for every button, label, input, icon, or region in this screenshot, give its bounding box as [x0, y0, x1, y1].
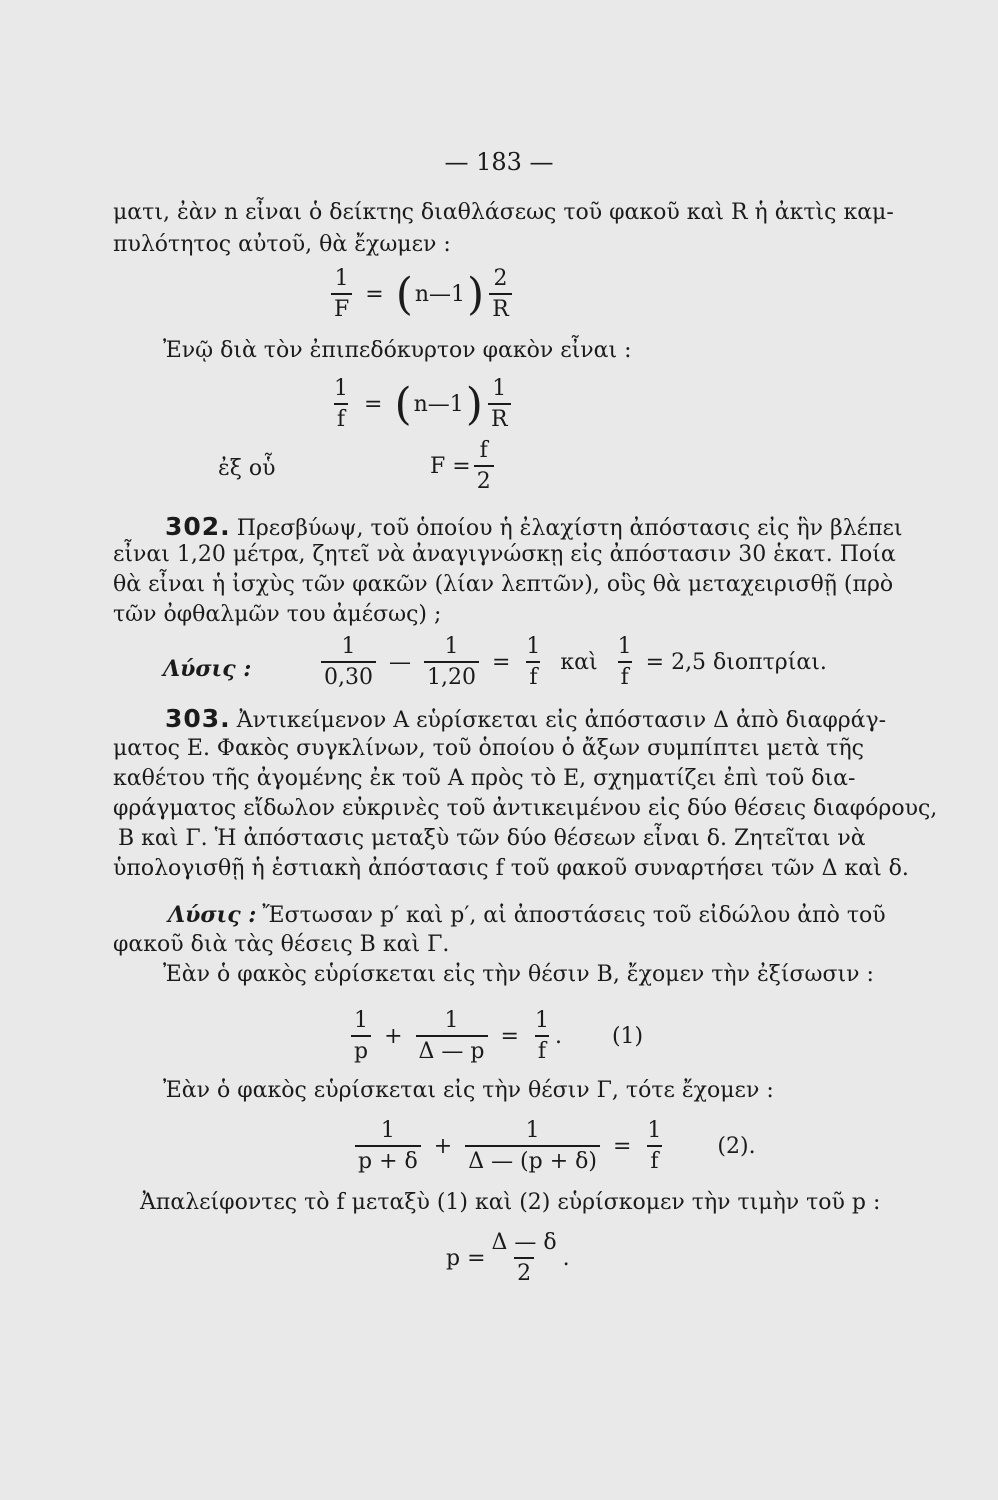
term: p = — [446, 1246, 486, 1271]
fraction — [465, 1120, 600, 1173]
text-span: καθέτου τῆς ἀγομένης ἐκ τοῦ Α πρὸς τὸ Ε, σχηματίζει ἐπὶ τοῦ δια- — [113, 766, 856, 791]
lysis-label: Λύσις : — [168, 902, 257, 928]
text-line: Ἐὰν ὁ φακὸς εὑρίσκεται εἰς τὴν θέσιν Β, ἔχομεν τὴν ἐξίσωσιν : — [163, 962, 874, 987]
equation-label: (2). — [717, 1134, 756, 1159]
result-value: = 2,5 διοπτρίαι. — [645, 650, 827, 675]
numerator: 1 — [334, 376, 348, 401]
text-span — [165, 706, 886, 732]
fraction — [474, 440, 494, 493]
denominator: Δ — (p + δ) — [465, 1145, 600, 1173]
text-span: ματι, ἐὰν n εἶναι ὁ δείκτης διαθλάσεως τοῦ φακοῦ καὶ R ἡ ἀκτὶς καμ- — [113, 200, 894, 225]
equation-diopters — [318, 636, 827, 689]
text-span — [165, 514, 903, 540]
text-line: ἐξ οὗ — [218, 456, 276, 481]
fraction — [331, 378, 351, 431]
equation-result — [446, 1232, 570, 1285]
fraction — [331, 268, 352, 321]
text-line — [113, 736, 864, 761]
text-line — [140, 1190, 881, 1215]
text-line: Ἐὰν ὁ φακὸς εὑρίσκεται εἰς τὴν θέσιν Γ, τότε ἔχομεν : — [163, 1078, 774, 1103]
problem-number: 303. — [165, 704, 231, 733]
numerator: 1 — [526, 634, 541, 659]
plus-sign: + — [433, 1134, 453, 1159]
numerator: 1 — [534, 1008, 549, 1033]
solution-label — [163, 658, 257, 681]
denominator: f — [647, 1145, 661, 1173]
problem-number: 302. — [165, 512, 231, 541]
numerator: 1 — [444, 1008, 459, 1033]
period: . — [562, 1246, 570, 1271]
denominator: p + δ — [355, 1145, 421, 1173]
equals-sign: = — [491, 650, 511, 675]
text-span: Β καὶ Γ. Ἡ ἀπόστασις μεταξὺ τῶν δύο θέσεων εἶναι δ. Ζητεῖται νὰ — [118, 826, 866, 851]
minus-sign: — — [388, 650, 411, 675]
fraction — [321, 636, 376, 689]
fraction — [532, 1010, 552, 1063]
equation-lensmaker — [328, 268, 515, 321]
conjunction: καὶ — [560, 650, 598, 675]
text-line: φακοῦ διὰ τὰς θέσεις Β καὶ Γ. — [113, 932, 450, 957]
denominator: f — [618, 661, 632, 689]
fraction — [523, 636, 543, 689]
equation-label: (1) — [611, 1024, 644, 1049]
left-paren: ( — [394, 378, 412, 430]
text-line — [113, 856, 909, 881]
fraction — [615, 636, 635, 689]
equation-1 — [348, 1010, 643, 1063]
denominator: 2 — [514, 1257, 534, 1285]
text-line — [165, 704, 887, 733]
denominator: R — [489, 293, 512, 321]
numerator: 1 — [492, 376, 507, 401]
text-span: εἶναι 1,20 μέτρα, ζητεῖ νὰ ἀναγιγνώσκῃ εἰς ἀπόστασιν 30 ἑκατ. Ποία — [113, 542, 896, 567]
equals-sign: = — [364, 392, 383, 417]
text-span: ματος Ε. Φακὸς συγκλίνων, τοῦ ὁποίου ὁ ἄξων συμπίπτει μετὰ τῆς — [113, 736, 864, 761]
numerator: 1 — [341, 634, 356, 659]
text-line — [165, 512, 903, 541]
right-paren: ) — [467, 268, 485, 320]
fraction — [489, 1232, 560, 1285]
period: . — [554, 1024, 562, 1049]
text-line: Ἐνῷ διὰ τὸν ἐπιπεδόκυρτον φακὸν εἶναι : — [163, 338, 632, 363]
fraction — [488, 378, 511, 431]
denominator: 1,20 — [424, 661, 479, 689]
text-line — [113, 796, 938, 821]
equation-F-f — [430, 440, 497, 493]
page-number: — 183 — — [444, 148, 554, 176]
numerator: 1 — [354, 1008, 369, 1033]
equation-2 — [352, 1120, 756, 1173]
term: n—1 — [414, 282, 466, 307]
text-line — [113, 572, 894, 597]
equals-sign: = — [365, 282, 384, 307]
text-line — [113, 542, 896, 567]
text-line — [118, 826, 866, 851]
plus-sign: + — [384, 1024, 403, 1049]
numerator: 1 — [334, 266, 349, 291]
text-span: ὑπολογισθῇ ἡ ἑστιακὴ ἀπόστασις f τοῦ φακοῦ συναρτήσει τῶν Δ καὶ δ. — [113, 856, 909, 881]
text-line — [168, 904, 886, 927]
text-span: Ἀπαλείφοντες τὸ f μεταξὺ (1) καὶ (2) εὑρίσκομεν τὴν τιμὴν τοῦ p : — [140, 1190, 881, 1215]
fraction — [416, 1010, 488, 1063]
denominator: p — [351, 1035, 371, 1063]
denominator: f — [334, 403, 348, 431]
text-line: τῶν ὀφθαλμῶν του ἀμέσως) ; — [113, 602, 442, 627]
equation-planoconvex — [328, 378, 514, 431]
fraction — [355, 1120, 421, 1173]
fraction — [424, 636, 479, 689]
denominator: R — [488, 403, 511, 431]
denominator: F — [331, 293, 352, 321]
numerator: 1 — [617, 634, 632, 659]
left-paren: ( — [395, 268, 413, 320]
numerator: Δ — δ — [491, 1230, 557, 1255]
numerator: 1 — [525, 1118, 540, 1143]
numerator: 1 — [444, 634, 459, 659]
fraction — [351, 1010, 371, 1063]
text-span: φράγματος εἴδωλον εὐκρινὲς τοῦ ἀντικειμένου εἰς δύο θέσεις διαφόρους, — [113, 796, 938, 821]
term: n—1 — [413, 392, 464, 417]
text-span: θὰ εἶναι ἡ ἰσχὺς τῶν φακῶν (λίαν λεπτῶν), οὓς θὰ μεταχειρισθῇ (πρὸ — [113, 572, 894, 597]
fraction — [644, 1120, 664, 1173]
text-line — [113, 200, 894, 225]
denominator: Δ — p — [416, 1035, 488, 1063]
right-paren: ) — [465, 378, 483, 430]
numerator: 1 — [647, 1118, 662, 1143]
denominator: f — [526, 661, 540, 689]
fraction — [489, 268, 512, 321]
equals-sign: = — [612, 1134, 632, 1159]
term: F = — [430, 454, 471, 479]
numerator: 2 — [493, 266, 508, 291]
text-span: Ἔστωσαν p′ καὶ p′, αἱ ἀποστάσεις τοῦ εἰδώλου ἀπὸ τοῦ — [262, 903, 886, 928]
numerator: f — [479, 438, 488, 463]
text-line — [113, 766, 856, 791]
text-span: Ἀντικείμενον Α εὑρίσκεται εἰς ἀπόστασιν Δ ἀπὸ διαφράγ- — [236, 708, 887, 733]
numerator: 1 — [380, 1118, 395, 1143]
text-span: Πρεσβύωψ, τοῦ ὁποίου ἡ ἐλαχίστη ἀπόστασις εἰς ἣν βλέπει — [236, 516, 903, 541]
denominator: f — [535, 1035, 549, 1063]
lysis-label: Λύσις : — [163, 656, 252, 682]
equals-sign: = — [500, 1024, 519, 1049]
denominator: 2 — [474, 465, 494, 493]
text-line: πυλότητος αὐτοῦ, θὰ ἔχωμεν : — [113, 232, 451, 257]
denominator: 0,30 — [321, 661, 376, 689]
